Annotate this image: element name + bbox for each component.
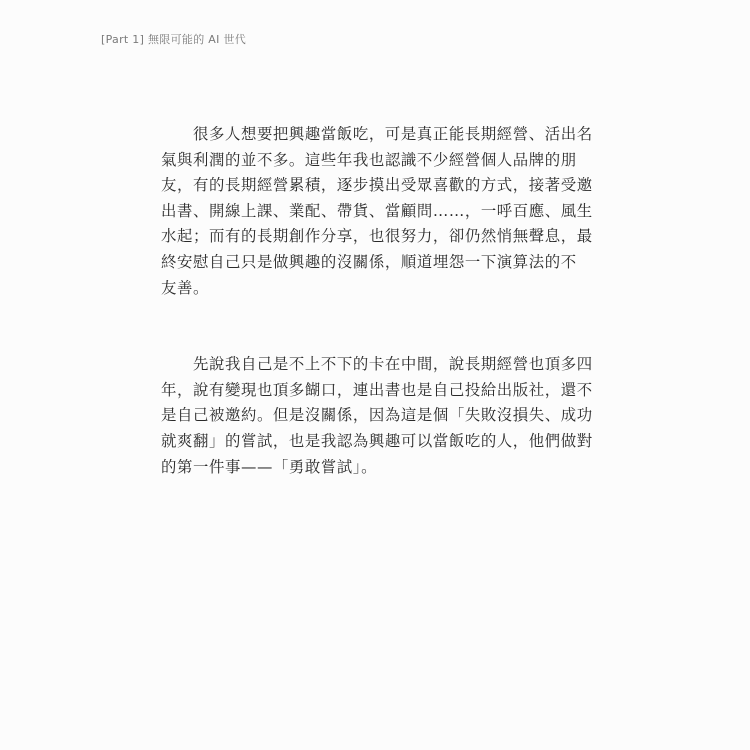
paragraph-1 — [161, 122, 591, 301]
paragraph-line: 很多人想要把興趣當飯吃，可是真正能長期經營、活出名 — [161, 125, 593, 143]
paragraph-2 — [161, 352, 591, 480]
paragraph-line: 的第一件事——「勇敢嘗試」。 — [161, 457, 378, 476]
paragraph-line: 水起；而有的長期創作分享，也很努力，卻仍然悄無聲息，最 — [161, 227, 593, 246]
paragraph-line: 年，說有變現也頂多餬口，連出書也是自己投給出版社，還不 — [161, 380, 593, 399]
paragraph-line: 終安慰自己只是做興趣的沒關係，順道埋怨一下演算法的不 — [161, 252, 577, 271]
paragraph-line: 先說我自己是不上不下的卡在中間，說長期經營也頂多四 — [161, 355, 593, 374]
paragraph-line: 友善。 — [161, 278, 209, 297]
body-text — [161, 122, 591, 480]
paragraph-line: 是自己被邀約。但是沒關係，因為這是個「失敗沒損失、成功 — [161, 406, 593, 425]
paragraph-line: 友，有的長期經營累積，逐步摸出受眾喜歡的方式，接著受邀 — [161, 176, 593, 195]
running-header: [Part 1] 無限可能的 AI 世代 — [101, 33, 247, 46]
paragraph-line: 氣與利潤的並不多。這些年我也認識不少經營個人品牌的朋 — [161, 150, 577, 169]
paragraph-line: 出書、開線上課、業配、帶貨、當顧問……，一呼百應、風生 — [161, 201, 593, 220]
paragraph-line: 就爽翻」的嘗試，也是我認為興趣可以當飯吃的人，他們做對 — [161, 431, 593, 450]
